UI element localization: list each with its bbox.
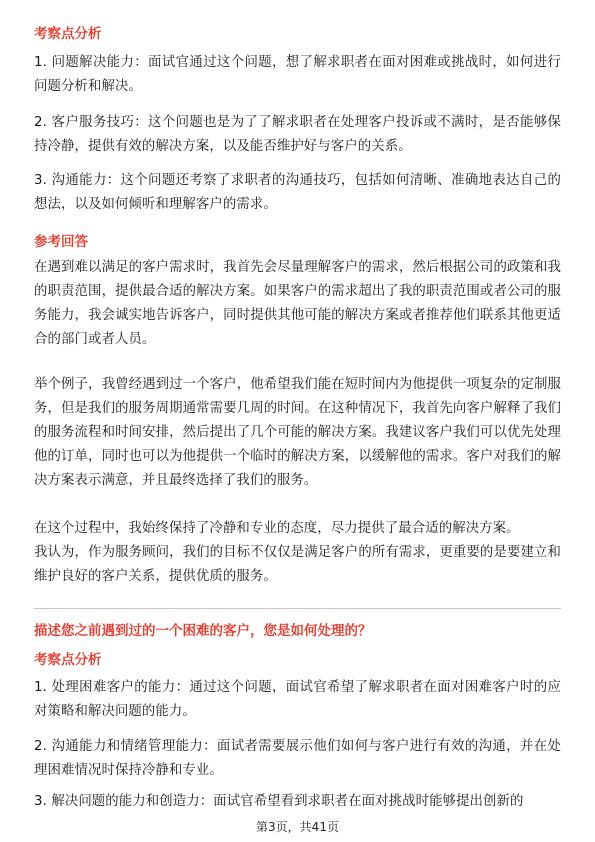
answer-paragraph: 我认为，作为服务顾问，我们的目标不仅仅是满足客户的所有需求，更重要的是要建立和维护良好的客户关系，提供优质的服务。 (34, 545, 561, 584)
analysis-item: 2. 客户服务技巧：这个问题也是为了了解求职者在处理客户投诉或不满时，是否能够保持冷静，提供有效的解决方案，以及能否维护好与客户的关系。 (34, 115, 561, 154)
analysis-item: 1. 处理困难客户的能力：通过这个问题，面试官希望了解求职者在面对困难客户时的应对策略和解决问题的能力。 (34, 680, 561, 719)
analysis-item: 1. 问题解决能力：面试官通过这个问题，想了解求职者在面对困难或挑战时，如何进行问题分析和解决。 (34, 55, 561, 94)
answer-heading: 参考回答 (34, 234, 88, 250)
analysis-item: 3. 沟通能力：这个问题还考察了求职者的沟通技巧，包括如何清晰、准确地表达自己的想法，以及如何倾听和理解客户的需求。 (34, 173, 561, 212)
section-divider (34, 608, 561, 609)
page-number: 第3页，共41页 (256, 820, 339, 834)
answer-paragraph: 举个例子，我曾经遇到过一个客户，他希望我们能在短时间内为他提供一项复杂的定制服务，但是我们的服务周期通常需要几周的时间。在这种情况下，我首先向客户解释了我们的服务流程和时间安排，然后提出了几个可能的解决方案。我建议客户我们可以优先处理他的订单，同时也可以为他提供一个临时的解决方案，以缓解他的需求。客户对我们的解决方案表示满意，并且最终选择了我们的服务。 (34, 377, 561, 488)
analysis-heading: 考察点分析 (34, 652, 102, 668)
analysis-item: 2. 沟通能力和情绪管理能力：面试者需要展示他们如何与客户进行有效的沟通，并在处理困难情况时保持冷静和专业。 (34, 739, 561, 778)
answer-paragraph: 在这个过程中，我始终保持了冷静和专业的态度，尽力提供了最合适的解决方案。 (34, 521, 520, 536)
analysis-heading: 考察点分析 (34, 26, 102, 42)
question-heading: 描述您之前遇到过的一个困难的客户，您是如何处理的？ (34, 623, 372, 639)
answer-paragraph: 在遇到难以满足的客户需求时，我首先会尽量理解客户的需求，然后根据公司的政策和我的职责范围，提供最合适的解决方案。如果客户的需求超出了我的职责范围或者公司的服务能力，我会诚实地告诉客户，同时提供其他可能的解决方案或者推荐他们联系其他更适合的部门或者人员。 (34, 260, 561, 347)
analysis-item: 3. 解决问题的能力和创造力：面试官希望看到求职者在面对挑战时能够提出创新的 (34, 794, 524, 809)
